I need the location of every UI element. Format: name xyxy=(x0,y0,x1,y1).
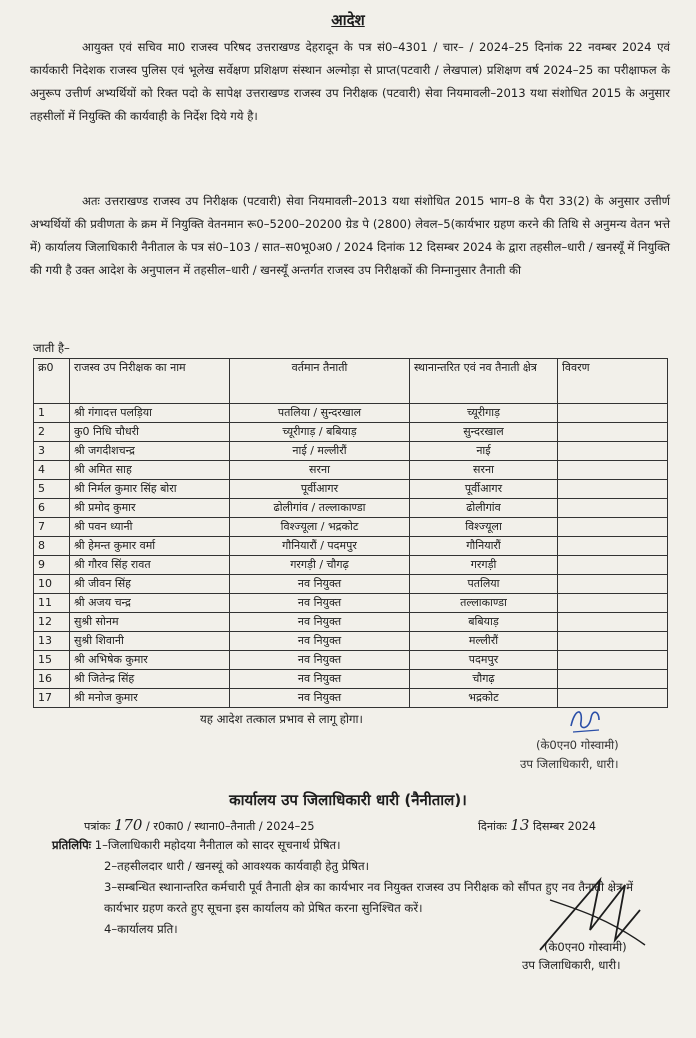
header-current-posting: वर्तमान तैनाती xyxy=(230,359,410,404)
reference-label: पत्रांकः xyxy=(84,820,111,833)
cell-name: श्री अभिषेक कुमार xyxy=(70,651,230,670)
cell-remarks xyxy=(558,632,668,651)
copy-to-item: 2–तहसीलदार धारी / खनस्यूं को आवश्यक कार्यवाही हेतु प्रेषित। xyxy=(104,859,370,873)
cell-current-posting: पतलिया / सुन्दरखाल xyxy=(230,404,410,423)
cell-name: सुश्री शिवानी xyxy=(70,632,230,651)
table-row xyxy=(34,537,668,556)
table-row xyxy=(34,461,668,480)
table-row xyxy=(34,632,668,651)
table-row xyxy=(34,423,668,442)
cell-current-posting: नव नियुक्त xyxy=(230,689,410,708)
table-row xyxy=(34,651,668,670)
cell-name: श्री प्रमोद कुमार xyxy=(70,499,230,518)
copy-to-item: 4–कार्यालय प्रति। xyxy=(104,922,178,936)
cell-serial: 15 xyxy=(34,651,70,670)
cell-name: सुश्री सोनम xyxy=(70,613,230,632)
cell-remarks xyxy=(558,537,668,556)
cell-name: श्री निर्मल कुमार सिंह बोरा xyxy=(70,480,230,499)
header-remarks: विवरण xyxy=(558,359,668,404)
cell-remarks xyxy=(558,423,668,442)
cell-name: श्री पवन ध्यानी xyxy=(70,518,230,537)
cell-new-posting: गरगड़ी xyxy=(410,556,558,575)
cell-new-posting: भद्रकोट xyxy=(410,689,558,708)
cell-new-posting: पदमपुर xyxy=(410,651,558,670)
table-row xyxy=(34,499,668,518)
cell-current-posting: नव नियुक्त xyxy=(230,651,410,670)
cell-new-posting: सरना xyxy=(410,461,558,480)
cell-current-posting: विश्ज्यूला / भद्रकोट xyxy=(230,518,410,537)
initials-signature-icon xyxy=(565,700,605,740)
cell-name: श्री मनोज कुमार xyxy=(70,689,230,708)
table-row xyxy=(34,404,668,423)
cell-remarks xyxy=(558,499,668,518)
cell-current-posting: नव नियुक्त xyxy=(230,670,410,689)
table-header-row xyxy=(34,359,668,404)
document-title: आदेश xyxy=(331,11,365,29)
table-row xyxy=(34,442,668,461)
cell-new-posting: मल्लीरौं xyxy=(410,632,558,651)
cell-serial: 5 xyxy=(34,480,70,499)
cell-serial: 11 xyxy=(34,594,70,613)
table-body xyxy=(34,404,668,708)
cell-new-posting: चौगढ़ xyxy=(410,670,558,689)
cell-name: श्री जितेन्द्र सिंह xyxy=(70,670,230,689)
posting-table xyxy=(33,358,668,708)
cell-serial: 7 xyxy=(34,518,70,537)
cell-current-posting: गरगड़ी / चौगढ़ xyxy=(230,556,410,575)
cell-serial: 1 xyxy=(34,404,70,423)
cell-serial: 9 xyxy=(34,556,70,575)
cell-serial: 12 xyxy=(34,613,70,632)
cell-current-posting: नाई / मल्लीरौं xyxy=(230,442,410,461)
table-row xyxy=(34,594,668,613)
cell-name: श्री जगदीशचन्द्र xyxy=(70,442,230,461)
date-handwritten-day: 13 xyxy=(510,816,530,834)
cell-current-posting: नव नियुक्त xyxy=(230,613,410,632)
date-label: दिनांकः xyxy=(478,820,507,833)
cell-current-posting: ढोलीगांव / तल्लाकाण्डा xyxy=(230,499,410,518)
reference-number xyxy=(84,816,315,834)
cell-current-posting: नव नियुक्त xyxy=(230,594,410,613)
cell-remarks xyxy=(558,651,668,670)
cell-serial: 4 xyxy=(34,461,70,480)
signatory-name: (के0एन0 गोस्वामी) xyxy=(536,738,619,752)
cell-current-posting: नव नियुक्त xyxy=(230,632,410,651)
copy-to-label: प्रतिलिपिः xyxy=(52,838,92,852)
cell-remarks xyxy=(558,556,668,575)
cell-remarks xyxy=(558,594,668,613)
table-row xyxy=(34,480,668,499)
paragraph-directive: अतः उत्तराखण्ड राजस्व उप निरीक्षक (पटवारी) सेवा नियमावली–2013 यथा संशोधित 2015 भाग–8 के पैरा 33(2) के अनुसार उत्तीर्ण अभ्यर्थियों की प्रवीणता के क्रम में नियुक्ति वेतनमान रू0–5200–20200 ग्रेड पे (2800) लेवल–5(कार्यभार ग्रहण करने की तिथि से अनुमन्य वेतन भत्ते में) कार्यालय जिलाधिकारी नैनीताल के पत्र सं0–103 / सात–स0भू0अ0 / 2024 दिनांक 12 दिसम्बर 2024 के द्वारा तहसील–धारी / खनस्यूँ में नियुक्ति की गयी है उक्त आदेश के अनुपालन में तहसील–धारी / खनस्यूँ अन्तर्गत राजस्व उप निरीक्षकों की निम्नानुसार तैनाती की xyxy=(30,194,670,277)
cell-serial: 8 xyxy=(34,537,70,556)
reference-suffix: / र0का0 / स्थाना0–तैनाती / 2024–25 xyxy=(146,820,315,833)
cell-new-posting: पतलिया xyxy=(410,575,558,594)
office-heading: कार्यालय उप जिलाधिकारी धारी (नैनीताल)। xyxy=(229,791,467,809)
cell-new-posting: च्यूरीगाड़ xyxy=(410,404,558,423)
header-new-posting: स्थानान्तरित एवं नव तैनाती क्षेत्र xyxy=(410,359,558,404)
cell-remarks xyxy=(558,613,668,632)
table-row xyxy=(34,670,668,689)
cell-name: श्री गौरव सिंह रावत xyxy=(70,556,230,575)
header-name: राजस्व उप निरीक्षक का नाम xyxy=(70,359,230,404)
table-row xyxy=(34,575,668,594)
table-row xyxy=(34,518,668,537)
cell-name: श्री हेमन्त कुमार वर्मा xyxy=(70,537,230,556)
cell-serial: 16 xyxy=(34,670,70,689)
cell-serial: 13 xyxy=(34,632,70,651)
cell-current-posting: च्यूरीगाड़ / बबियाड़ xyxy=(230,423,410,442)
cell-new-posting: तल्लाकाण्डा xyxy=(410,594,558,613)
cell-current-posting: नव नियुक्त xyxy=(230,575,410,594)
cell-new-posting: सुन्दरखाल xyxy=(410,423,558,442)
cell-current-posting: सरना xyxy=(230,461,410,480)
paragraph-reference: आयुक्त एवं सचिव मा0 राजस्व परिषद उत्तराखण्ड देहरादून के पत्र सं0–4301 / चार– / 2024–25 दिनांक 22 नवम्बर 2024 एवं कार्यकारी निदेशक राजस्व पुलिस एवं भूलेख सर्वेक्षण प्रशिक्षण संस्थान अल्मोड़ा से प्राप्त(पटवारी / लेखपाल) प्रशिक्षण वर्ष 2024–25 का परीक्षाफल के अनुरूप उत्तीर्ण अभ्यर्थियों को रिक्त पदो के सापेक्ष उत्तराखण्ड राजस्व उप निरीक्षक (पटवारी) सेवा नियमावली–2013 यथा संशोधित 2015 के अनुसार तहसीलों में नियुक्ति की कार्यवाही के निर्देश दिये गये है। xyxy=(30,40,670,123)
cell-name: श्री अमित साह xyxy=(70,461,230,480)
cell-new-posting: बबियाड़ xyxy=(410,613,558,632)
signatory-designation-2: उप जिलाधिकारी, धारी। xyxy=(522,958,621,972)
cell-serial: 17 xyxy=(34,689,70,708)
header-serial: क्र0 xyxy=(34,359,70,404)
date-month-year: दिसम्बर 2024 xyxy=(533,820,597,833)
cell-remarks xyxy=(558,461,668,480)
table-row xyxy=(34,556,668,575)
copy-to-item: 1–जिलाधिकारी महोदया नैनीताल को सादर सूचनार्थ प्रेषित। xyxy=(94,838,341,852)
cell-remarks xyxy=(558,575,668,594)
signatory-designation: उप जिलाधिकारी, धारी। xyxy=(520,757,619,771)
cell-serial: 6 xyxy=(34,499,70,518)
cell-remarks xyxy=(558,442,668,461)
effect-statement: यह आदेश तत्काल प्रभाव से लागू होगा। xyxy=(200,712,363,726)
cell-new-posting: गौनियारौं xyxy=(410,537,558,556)
cell-new-posting: ढोलीगांव xyxy=(410,499,558,518)
cell-remarks xyxy=(558,480,668,499)
signatory-name-2: (के0एन0 गोस्वामी) xyxy=(544,940,627,954)
reference-handwritten-number: 170 xyxy=(113,816,143,834)
table-row xyxy=(34,613,668,632)
dispatch-date xyxy=(478,816,596,834)
cell-name: श्री गंगादत्त पलड़िया xyxy=(70,404,230,423)
cell-new-posting: नाई xyxy=(410,442,558,461)
cell-name: श्री जीवन सिंह xyxy=(70,575,230,594)
cell-remarks xyxy=(558,404,668,423)
cell-current-posting: पूर्वीआगर xyxy=(230,480,410,499)
cell-name: श्री अजय चन्द्र xyxy=(70,594,230,613)
cell-remarks xyxy=(558,518,668,537)
cell-serial: 3 xyxy=(34,442,70,461)
cell-current-posting: गौनियारौं / पदमपुर xyxy=(230,537,410,556)
cell-new-posting: विश्ज्यूला xyxy=(410,518,558,537)
cell-name: कु0 निधि चौधरी xyxy=(70,423,230,442)
cell-new-posting: पूर्वीआगर xyxy=(410,480,558,499)
cell-serial: 2 xyxy=(34,423,70,442)
paragraph-tail: जाती है– xyxy=(33,341,70,355)
cell-serial: 10 xyxy=(34,575,70,594)
cell-remarks xyxy=(558,670,668,689)
copy-to-item: 3–सम्बन्धित स्थानान्तरित कर्मचारी पूर्व तैनाती क्षेत्र का कार्यभार नव नियुक्त राजस्व उप निरीक्षक को सौंपत हुए नव तैनाती क्षेत्र में कार्यभार ग्रहण करते हुए सूचना इस कार्यालय को प्रेषित करना सुनिश्चित करें। xyxy=(104,880,634,915)
